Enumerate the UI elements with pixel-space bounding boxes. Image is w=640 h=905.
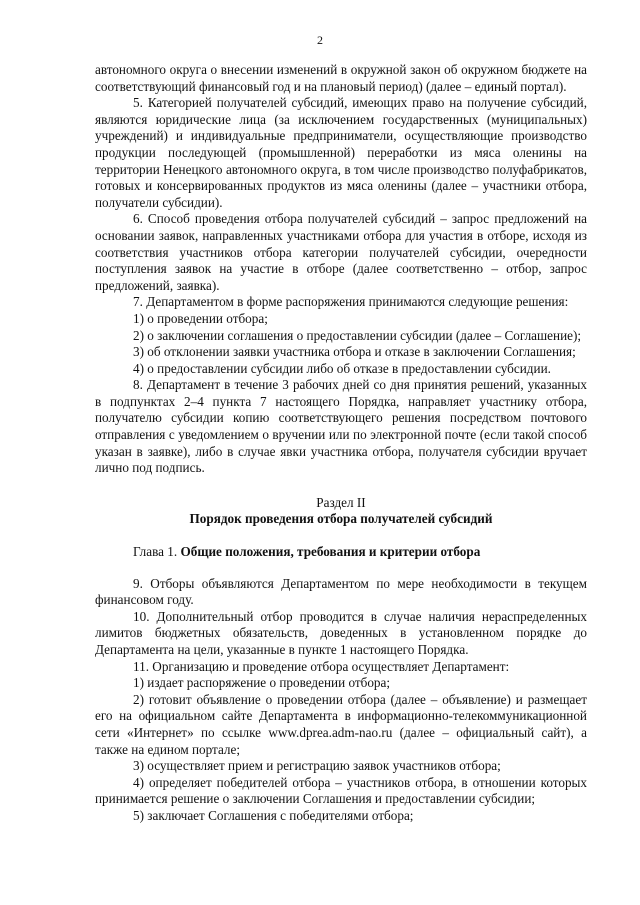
paragraph-7-item-3: 3) об отклонении заявки участника отбора и отказе в заключении Соглашения; bbox=[133, 344, 576, 360]
section-title: Порядок проведения отбора получателей субсидий bbox=[189, 511, 493, 527]
page-number: 2 bbox=[317, 33, 323, 47]
paragraph-11: 11. Организацию и проведение отбора осуществляет Департамент: bbox=[133, 658, 510, 674]
chapter-heading bbox=[95, 544, 587, 561]
paragraph-11-item-4: 4) определяет победителей отбора – участников отбора, в отношении которых принимается решение о заключении Соглашения и предоставлении субсидии; bbox=[95, 774, 587, 807]
paragraph-11-item-5: 5) заключает Соглашения с победителями отбора; bbox=[133, 807, 414, 823]
section-label: Раздел II bbox=[316, 494, 366, 510]
chapter-prefix: Глава 1. bbox=[133, 544, 181, 560]
paragraph-6: 6. Способ проведения отбора получателей субсидий – запрос предложений на основании заявок, направленных участниками отбора для участия в отборе, исходя из соответствия участников отбора категории получателей субсидии, очередности поступления заявок на участие в отборе (далее соответственно – отбор, запрос предложений, заявка). bbox=[95, 211, 587, 293]
paragraph-11-item-3: 3) осуществляет прием и регистрацию заявок участников отбора; bbox=[133, 758, 501, 774]
paragraph-continuation: автономного округа о внесении изменений в окружной закон об окружном бюджете на соответствующий финансовый год и на плановый период) (далее – единый портал). bbox=[95, 62, 587, 94]
paragraph-5: 5. Категорией получателей субсидий, имеющих право на получение субсидий, являются юридические лица (за исключением государственных (муниципальных) учреждений) и индивидуальные предприниматели, осуществляющие производство продукции последующей (промышленной) переработки из мяса оленины на территории Ненецкого автономного округа, в том числе производство полуфабрикатов, готовых и консервированных продуктов из мяса оленины (далее – участники отбора, получатели субсидии). bbox=[95, 95, 587, 210]
document-body bbox=[95, 62, 587, 825]
paragraph-7-item-1: 1) о проведении отбора; bbox=[133, 310, 268, 326]
paragraph-10: 10. Дополнительный отбор проводится в случае наличия нераспределенных лимитов бюджетных обязательств, доведенных в установленном порядке до Департамента на цели, указанные в пункте 1 настоящего Порядка. bbox=[95, 608, 587, 657]
paragraph-7-item-2: 2) о заключении соглашения о предоставлении субсидии (далее – Соглашение); bbox=[133, 327, 582, 343]
paragraph-11-item-1: 1) издает распоряжение о проведении отбора; bbox=[133, 675, 391, 691]
paragraph-11-item-2: 2) готовит объявление о проведении отбора (далее – объявление) и размещает его на официальном сайте Департамента в информационно-телекоммуникационной сети «Интернет» по ссылке www.dprea.adm-nao.ru (далее – официальный сайт), а также на едином портале; bbox=[95, 691, 587, 757]
paragraph-7-item-4: 4) о предоставлении субсидии либо об отказе в предоставлении субсидии. bbox=[133, 360, 551, 376]
paragraph-7: 7. Департаментом в форме распоряжения принимаются следующие решения: bbox=[133, 294, 569, 310]
paragraph-8: 8. Департамент в течение 3 рабочих дней со дня принятия решений, указанных в подпунктах 2–4 пункта 7 настоящего Порядка, направляет участнику отбора, получателю субсидии копию соответствующего решения посредством почтового отправления с уведомлением о вручении или по электронной почте (если такой способ указан в заявке), либо в случае явки участника отбора, получателя субсидии вручает лично под подпись. bbox=[95, 377, 587, 476]
chapter-title: Общие положения, требования и критерии отбора bbox=[180, 544, 481, 560]
paragraph-9: 9. Отборы объявляются Департаментом по мере необходимости в текущем финансовом году. bbox=[95, 575, 587, 608]
